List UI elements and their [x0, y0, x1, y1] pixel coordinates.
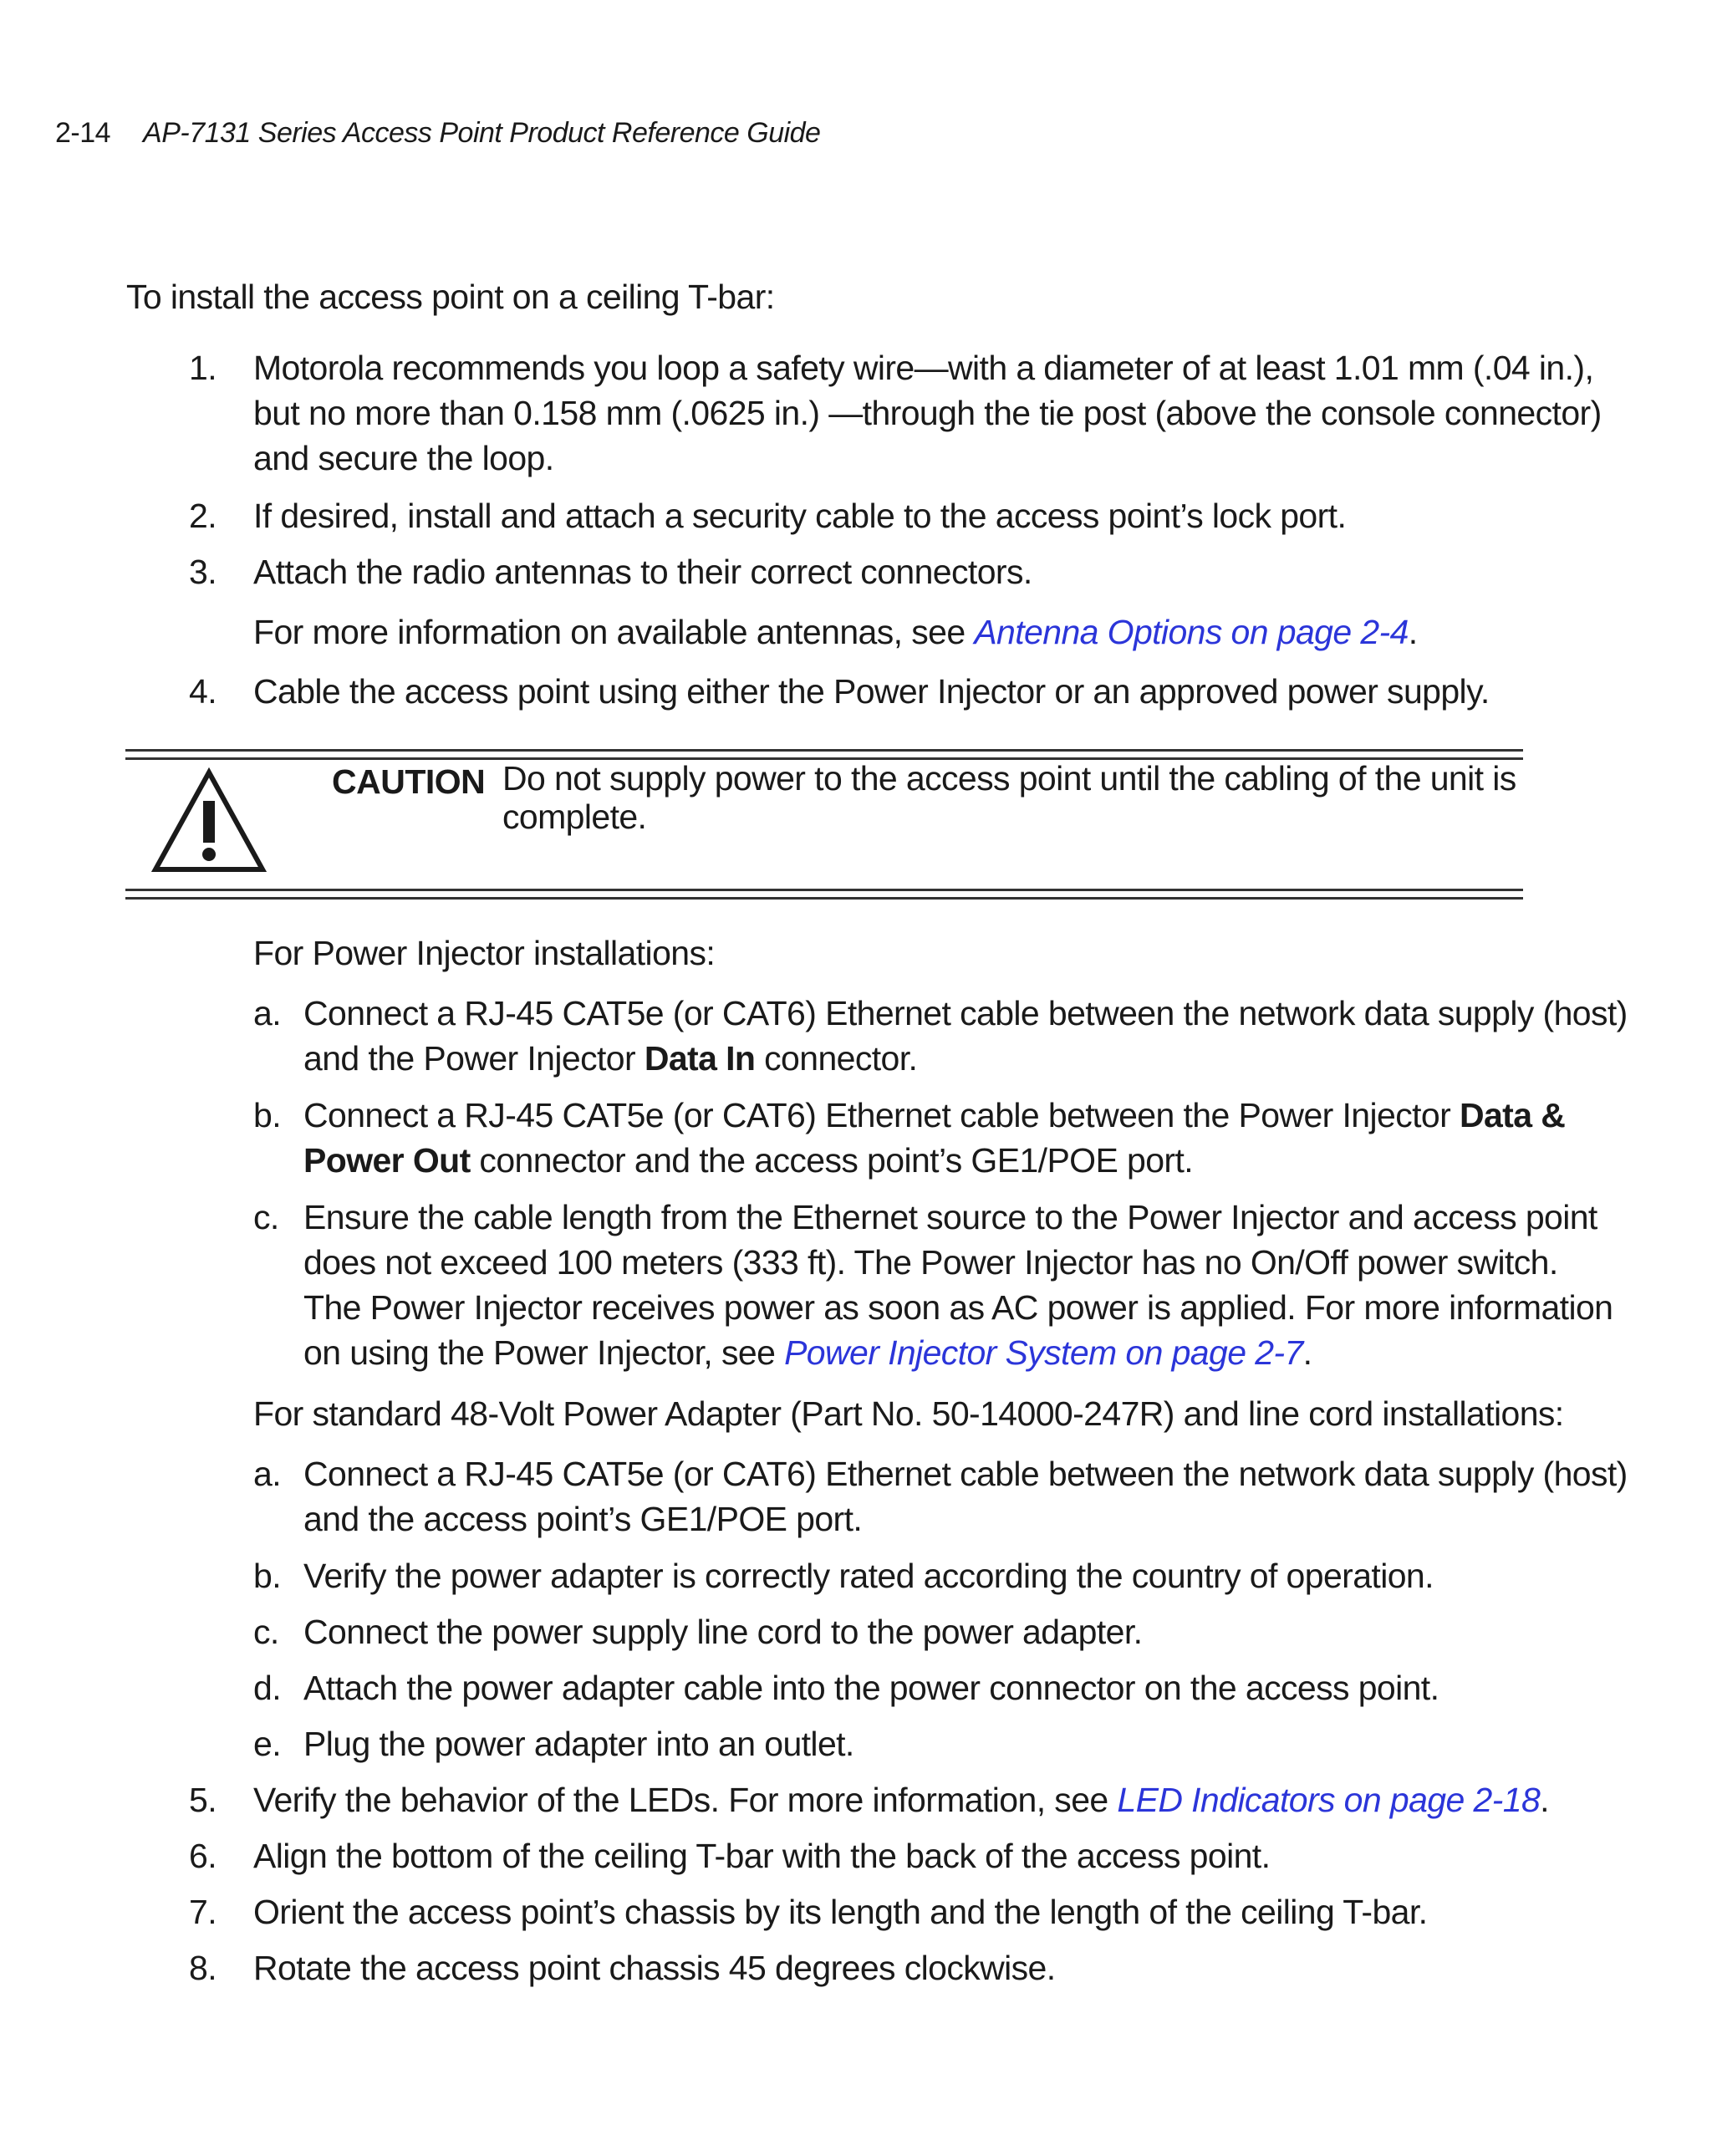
pi-item-c-letter: c.: [253, 1198, 279, 1236]
step-6-number: 6.: [189, 1837, 217, 1875]
led-indicators-link[interactable]: LED Indicators on page 2-18: [1117, 1781, 1541, 1819]
step-7-text: Orient the access point’s chassis by its length and the length of the ceiling T-bar.: [253, 1893, 1428, 1931]
step-4-number: 4.: [189, 672, 217, 711]
power-injector-heading: For Power Injector installations:: [253, 934, 716, 972]
pi-item-c-line-4: [303, 1330, 1312, 1376]
pa-item-a-letter: a.: [253, 1455, 281, 1493]
pi-item-b-line-2: [303, 1138, 1193, 1184]
step-6-text: Align the bottom of the ceiling T-bar with the back of the access point.: [253, 1837, 1271, 1875]
pa-item-a-line-1: Connect a RJ-45 CAT5e (or CAT6) Ethernet cable between the network data supply (host): [303, 1455, 1628, 1493]
step-1-line-3: and secure the loop.: [253, 439, 554, 477]
power-injector-system-link[interactable]: Power Injector System on page 2-7: [784, 1333, 1303, 1372]
pi-item-a-line-2: [303, 1036, 917, 1082]
antenna-options-link[interactable]: Antenna Options on page 2-4: [974, 613, 1409, 651]
pi-item-b-line-2-text: connector and the access point’s GE1/POE port.: [470, 1141, 1194, 1180]
pi-item-b-letter: b.: [253, 1096, 281, 1134]
pa-item-b-text: Verify the power adapter is correctly rated according the country of operation.: [303, 1557, 1434, 1595]
pi-item-c-line-2: does not exceed 100 meters (333 ft). The Power Injector has no On/Off power switch.: [303, 1243, 1558, 1282]
step-1-line-1: Motorola recommends you loop a safety wire—with a diameter of at least 1.01 mm (.04 in.),: [253, 349, 1594, 387]
page-number: 2-14: [55, 117, 111, 149]
pi-item-c-line-1: Ensure the cable length from the Ethernet source to the Power Injector and access point: [303, 1198, 1597, 1236]
step-5-text-end: .: [1540, 1781, 1549, 1819]
data-and-label: Data &: [1459, 1096, 1566, 1134]
pi-item-c-line-3: The Power Injector receives power as soon as AC power is applied. For more information: [303, 1288, 1613, 1327]
pa-item-d-text: Attach the power adapter cable into the power connector on the access point.: [303, 1669, 1439, 1707]
data-in-label: Data In: [644, 1039, 756, 1078]
step-8-text: Rotate the access point chassis 45 degrees clockwise.: [253, 1949, 1056, 1987]
pi-item-a-letter: a.: [253, 994, 281, 1032]
step-7-number: 7.: [189, 1893, 217, 1931]
caution-line-1: Do not supply power to the access point until the cabling of the unit is: [502, 759, 1516, 798]
caution-label: CAUTION: [332, 762, 486, 801]
antenna-note-text: For more information on available antennas, see: [253, 613, 975, 651]
caution-bottom-rule: [125, 889, 1523, 891]
antenna-note: [253, 609, 1418, 655]
caution-message: [502, 759, 1516, 836]
intro-text: To install the access point on a ceiling T-bar:: [126, 278, 775, 316]
running-header: [55, 117, 820, 150]
step-3-number: 3.: [189, 553, 217, 591]
step-3-text: Attach the radio antennas to their correct connectors.: [253, 553, 1032, 591]
power-adapter-heading: For standard 48-Volt Power Adapter (Part No. 50-14000-247R) and line cord installations:: [253, 1394, 1564, 1433]
pi-item-c-line-4-end: .: [1302, 1333, 1312, 1372]
step-5-text: [253, 1777, 1549, 1823]
caution-top-rule: [125, 749, 1523, 752]
document-title: AP-7131 Series Access Point Product Reference Guide: [143, 117, 821, 149]
power-out-label: Power Out: [303, 1141, 471, 1180]
warning-triangle-icon: [150, 767, 268, 876]
step-2-number: 2.: [189, 497, 217, 535]
step-5-number: 5.: [189, 1781, 217, 1819]
pa-item-a-line-2: and the access point’s GE1/POE port.: [303, 1500, 863, 1538]
pa-item-e-text: Plug the power adapter into an outlet.: [303, 1725, 854, 1763]
caution-line-2: complete.: [502, 798, 647, 836]
pa-item-c-letter: c.: [253, 1613, 279, 1651]
pi-item-c-line-4-text: on using the Power Injector, see: [303, 1333, 785, 1372]
pa-item-d-letter: d.: [253, 1669, 281, 1707]
step-1-line-2: but no more than 0.158 mm (.0625 in.) —through the tie post (above the console connector): [253, 394, 1602, 432]
step-5-text-start: Verify the behavior of the LEDs. For more information, see: [253, 1781, 1118, 1819]
pi-item-b-line-1-text: Connect a RJ-45 CAT5e (or CAT6) Ethernet cable between the Power Injector: [303, 1096, 1460, 1134]
step-8-number: 8.: [189, 1949, 217, 1987]
pi-item-a-line-2-end: connector.: [755, 1039, 918, 1078]
step-1-number: 1.: [189, 349, 217, 387]
pi-item-a-line-2-text: and the Power Injector: [303, 1039, 645, 1078]
caution-bottom-rule-2: [125, 897, 1523, 900]
antenna-note-end: .: [1408, 613, 1418, 651]
pi-item-b-line-1: [303, 1093, 1565, 1139]
pi-item-a-line-1: Connect a RJ-45 CAT5e (or CAT6) Ethernet cable between the network data supply (host): [303, 994, 1628, 1032]
step-4-text: Cable the access point using either the Power Injector or an approved power supply.: [253, 672, 1490, 711]
pa-item-e-letter: e.: [253, 1725, 281, 1763]
pa-item-c-text: Connect the power supply line cord to the power adapter.: [303, 1613, 1143, 1651]
pa-item-b-letter: b.: [253, 1557, 281, 1595]
step-2-text: If desired, install and attach a security cable to the access point’s lock port.: [253, 497, 1347, 535]
